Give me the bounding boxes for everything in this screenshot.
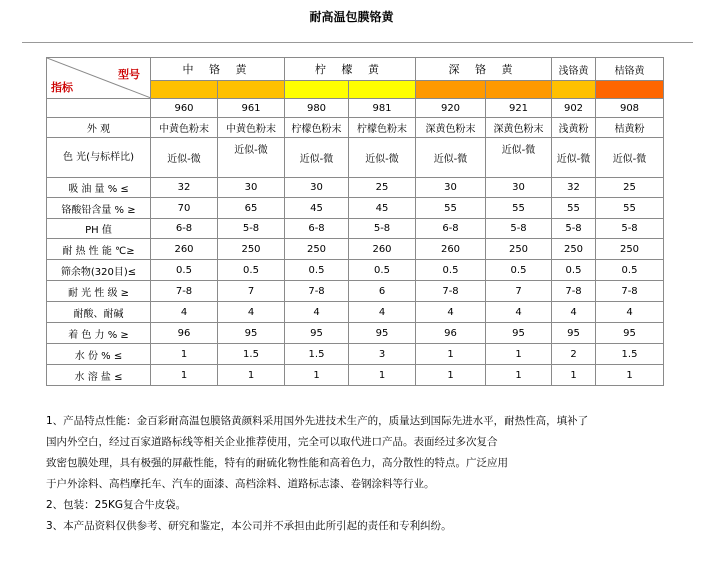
table-cell: 95 [285, 323, 349, 344]
note-line: 1、产品特点性能：金百彩耐高温包膜铬黄颜料采用国外先进技术生产的，质量达到国际先进水平，耐热性高，填补了 [46, 415, 589, 427]
table-cell: 7-8 [596, 281, 664, 302]
row-label: 耐 光 性 级 ≥ [47, 281, 151, 302]
model-number-cell: 921 [486, 99, 552, 118]
table-cell: 4 [285, 302, 349, 323]
row-label: PH 值 [47, 219, 151, 239]
row-label: 着 色 力 % ≥ [47, 323, 151, 344]
model-row-label [47, 99, 151, 118]
table-cell: 0.5 [486, 260, 552, 281]
note-line: 3、本产品资料仅供参考、研究和鉴定，本公司并不承担由此所引起的责任和专利纠纷。 [46, 520, 452, 532]
table-cell: 260 [349, 239, 416, 260]
table-cell: 7-8 [151, 281, 218, 302]
table-cell: 30 [218, 178, 285, 198]
table-cell: 250 [218, 239, 285, 260]
model-number-cell: 908 [596, 99, 664, 118]
table-cell: 深黄色粉末 [416, 118, 486, 138]
table-cell: 0.5 [151, 260, 218, 281]
color-swatch [552, 81, 596, 99]
color-swatch [349, 81, 416, 99]
table-cell: 0.5 [285, 260, 349, 281]
row-label: 耐酸、耐碱 [47, 302, 151, 323]
row-label: 耐 热 性 能 ℃≥ [47, 239, 151, 260]
table-cell: 7-8 [416, 281, 486, 302]
table-cell: 55 [416, 198, 486, 219]
table-cell: 260 [416, 239, 486, 260]
row-label: 水 溶 盐 ≤ [47, 365, 151, 386]
table-cell: 4 [151, 302, 218, 323]
table-cell: 6-8 [416, 219, 486, 239]
note-line: 2、包装：25KG复合牛皮袋。 [46, 499, 187, 511]
table-cell: 55 [552, 198, 596, 219]
group-header-deep-chrome-yellow: 深 铬 黄 [416, 58, 552, 81]
table-cell: 柠檬色粉末 [285, 118, 349, 138]
row-label: 外 观 [47, 118, 151, 138]
table-cell: 25 [596, 178, 664, 198]
table-cell: 4 [596, 302, 664, 323]
table-cell: 55 [596, 198, 664, 219]
table-row [47, 323, 664, 344]
table-cell: 0.5 [218, 260, 285, 281]
table-cell: 30 [416, 178, 486, 198]
table-row [47, 138, 664, 178]
table-cell: 深黄色粉末 [486, 118, 552, 138]
table-row [47, 118, 664, 138]
table-cell: 7-8 [552, 281, 596, 302]
table-cell: 250 [596, 239, 664, 260]
color-swatch [151, 81, 218, 99]
table-cell: 250 [486, 239, 552, 260]
header-row [47, 58, 664, 81]
table-cell: 95 [486, 323, 552, 344]
table-cell: 近似-微 [285, 138, 349, 178]
table-cell: 近似-微 [151, 138, 218, 178]
table-cell: 6 [349, 281, 416, 302]
table-cell: 浅黄粉 [552, 118, 596, 138]
table-cell: 7 [218, 281, 285, 302]
table-cell: 近似-微 [486, 138, 552, 178]
table-row [47, 260, 664, 281]
table-cell: 4 [416, 302, 486, 323]
model-number-row [47, 99, 664, 118]
table-cell: 5-8 [218, 219, 285, 239]
table-cell: 近似-微 [596, 138, 664, 178]
group-header-light-chrome-yellow: 浅铬黄 [552, 58, 596, 81]
table-cell: 桔黄粉 [596, 118, 664, 138]
table-cell: 1.5 [218, 344, 285, 365]
row-label: 色 光(与标样比) [47, 138, 151, 178]
color-swatch [285, 81, 349, 99]
table-cell: 3 [349, 344, 416, 365]
table-row [47, 281, 664, 302]
group-header-orange-chrome-yellow: 桔铬黄 [596, 58, 664, 81]
table-cell: 7-8 [285, 281, 349, 302]
corner-label-index: 指标 [51, 81, 73, 94]
title-divider [22, 42, 693, 43]
table-cell: 1 [596, 365, 664, 386]
spec-table-body [47, 118, 664, 386]
note-line: 致密包膜处理，具有极强的屏蔽性能，特有的耐硫化物性能和高着色力，高分散性的特点。广泛应用 [46, 457, 508, 469]
product-notes [46, 411, 666, 537]
table-cell: 4 [349, 302, 416, 323]
color-swatch [486, 81, 552, 99]
table-cell: 95 [552, 323, 596, 344]
table-row [47, 178, 664, 198]
table-cell: 1.5 [596, 344, 664, 365]
row-label: 筛余物(320目)≤ [47, 260, 151, 281]
table-cell: 1.5 [285, 344, 349, 365]
table-cell: 柠檬色粉末 [349, 118, 416, 138]
table-cell: 近似-微 [552, 138, 596, 178]
table-cell: 4 [218, 302, 285, 323]
table-cell: 近似-微 [349, 138, 416, 178]
model-number-cell: 981 [349, 99, 416, 118]
table-row [47, 219, 664, 239]
table-cell: 1 [349, 365, 416, 386]
table-cell: 25 [349, 178, 416, 198]
table-row [47, 344, 664, 365]
row-label: 铬酸铅含量 % ≥ [47, 198, 151, 219]
table-cell: 65 [218, 198, 285, 219]
table-cell: 0.5 [552, 260, 596, 281]
table-row [47, 239, 664, 260]
table-cell: 55 [486, 198, 552, 219]
table-cell: 5-8 [596, 219, 664, 239]
corner-label-model: 型号 [118, 68, 140, 81]
table-row [47, 302, 664, 323]
table-cell: 中黄色粉末 [151, 118, 218, 138]
model-number-cell: 920 [416, 99, 486, 118]
table-cell: 7 [486, 281, 552, 302]
table-cell: 95 [218, 323, 285, 344]
table-cell: 45 [285, 198, 349, 219]
page-title: 耐高温包膜铬黄 [309, 10, 394, 24]
table-row [47, 365, 664, 386]
group-header-medium-chrome-yellow: 中 铬 黄 [151, 58, 285, 81]
table-cell: 45 [349, 198, 416, 219]
table-cell: 5-8 [349, 219, 416, 239]
model-number-cell: 902 [552, 99, 596, 118]
corner-cell [47, 58, 151, 99]
color-swatch [218, 81, 285, 99]
color-swatch [596, 81, 664, 99]
table-cell: 中黄色粉末 [218, 118, 285, 138]
table-cell: 1 [486, 365, 552, 386]
table-cell: 250 [552, 239, 596, 260]
table-cell: 260 [151, 239, 218, 260]
color-swatch [416, 81, 486, 99]
table-cell: 96 [151, 323, 218, 344]
group-header-lemon-yellow: 柠 檬 黄 [285, 58, 416, 81]
row-label: 吸 油 量 % ≤ [47, 178, 151, 198]
table-cell: 0.5 [596, 260, 664, 281]
table-row [47, 198, 664, 219]
table-cell: 30 [285, 178, 349, 198]
table-cell: 4 [552, 302, 596, 323]
table-cell: 1 [285, 365, 349, 386]
table-cell: 95 [596, 323, 664, 344]
table-cell: 5-8 [552, 219, 596, 239]
table-cell: 250 [285, 239, 349, 260]
table-cell: 5-8 [486, 219, 552, 239]
table-cell: 6-8 [151, 219, 218, 239]
table-cell: 0.5 [349, 260, 416, 281]
table-cell: 1 [218, 365, 285, 386]
model-number-cell: 961 [218, 99, 285, 118]
row-label: 水 份 % ≤ [47, 344, 151, 365]
table-cell: 1 [486, 344, 552, 365]
table-cell: 70 [151, 198, 218, 219]
table-cell: 2 [552, 344, 596, 365]
note-line: 国内外空白，经过百家道路标线等相关企业推荐使用，完全可以取代进口产品。表面经过多次复合 [46, 436, 498, 448]
table-cell: 30 [486, 178, 552, 198]
table-cell: 1 [151, 365, 218, 386]
table-cell: 1 [151, 344, 218, 365]
model-number-cell: 980 [285, 99, 349, 118]
note-line: 于户外涂料、高档摩托车、汽车的面漆、高档涂料、道路标志漆、卷钢涂料等行业。 [46, 478, 435, 490]
table-cell: 1 [552, 365, 596, 386]
spec-table [46, 57, 664, 386]
table-cell: 6-8 [285, 219, 349, 239]
table-cell: 32 [151, 178, 218, 198]
table-cell: 96 [416, 323, 486, 344]
table-cell: 32 [552, 178, 596, 198]
table-cell: 1 [416, 344, 486, 365]
table-cell: 95 [349, 323, 416, 344]
table-cell: 近似-微 [416, 138, 486, 178]
table-cell: 0.5 [416, 260, 486, 281]
table-cell: 1 [416, 365, 486, 386]
table-cell: 4 [486, 302, 552, 323]
model-number-cell: 960 [151, 99, 218, 118]
table-cell: 近似-微 [218, 138, 285, 178]
